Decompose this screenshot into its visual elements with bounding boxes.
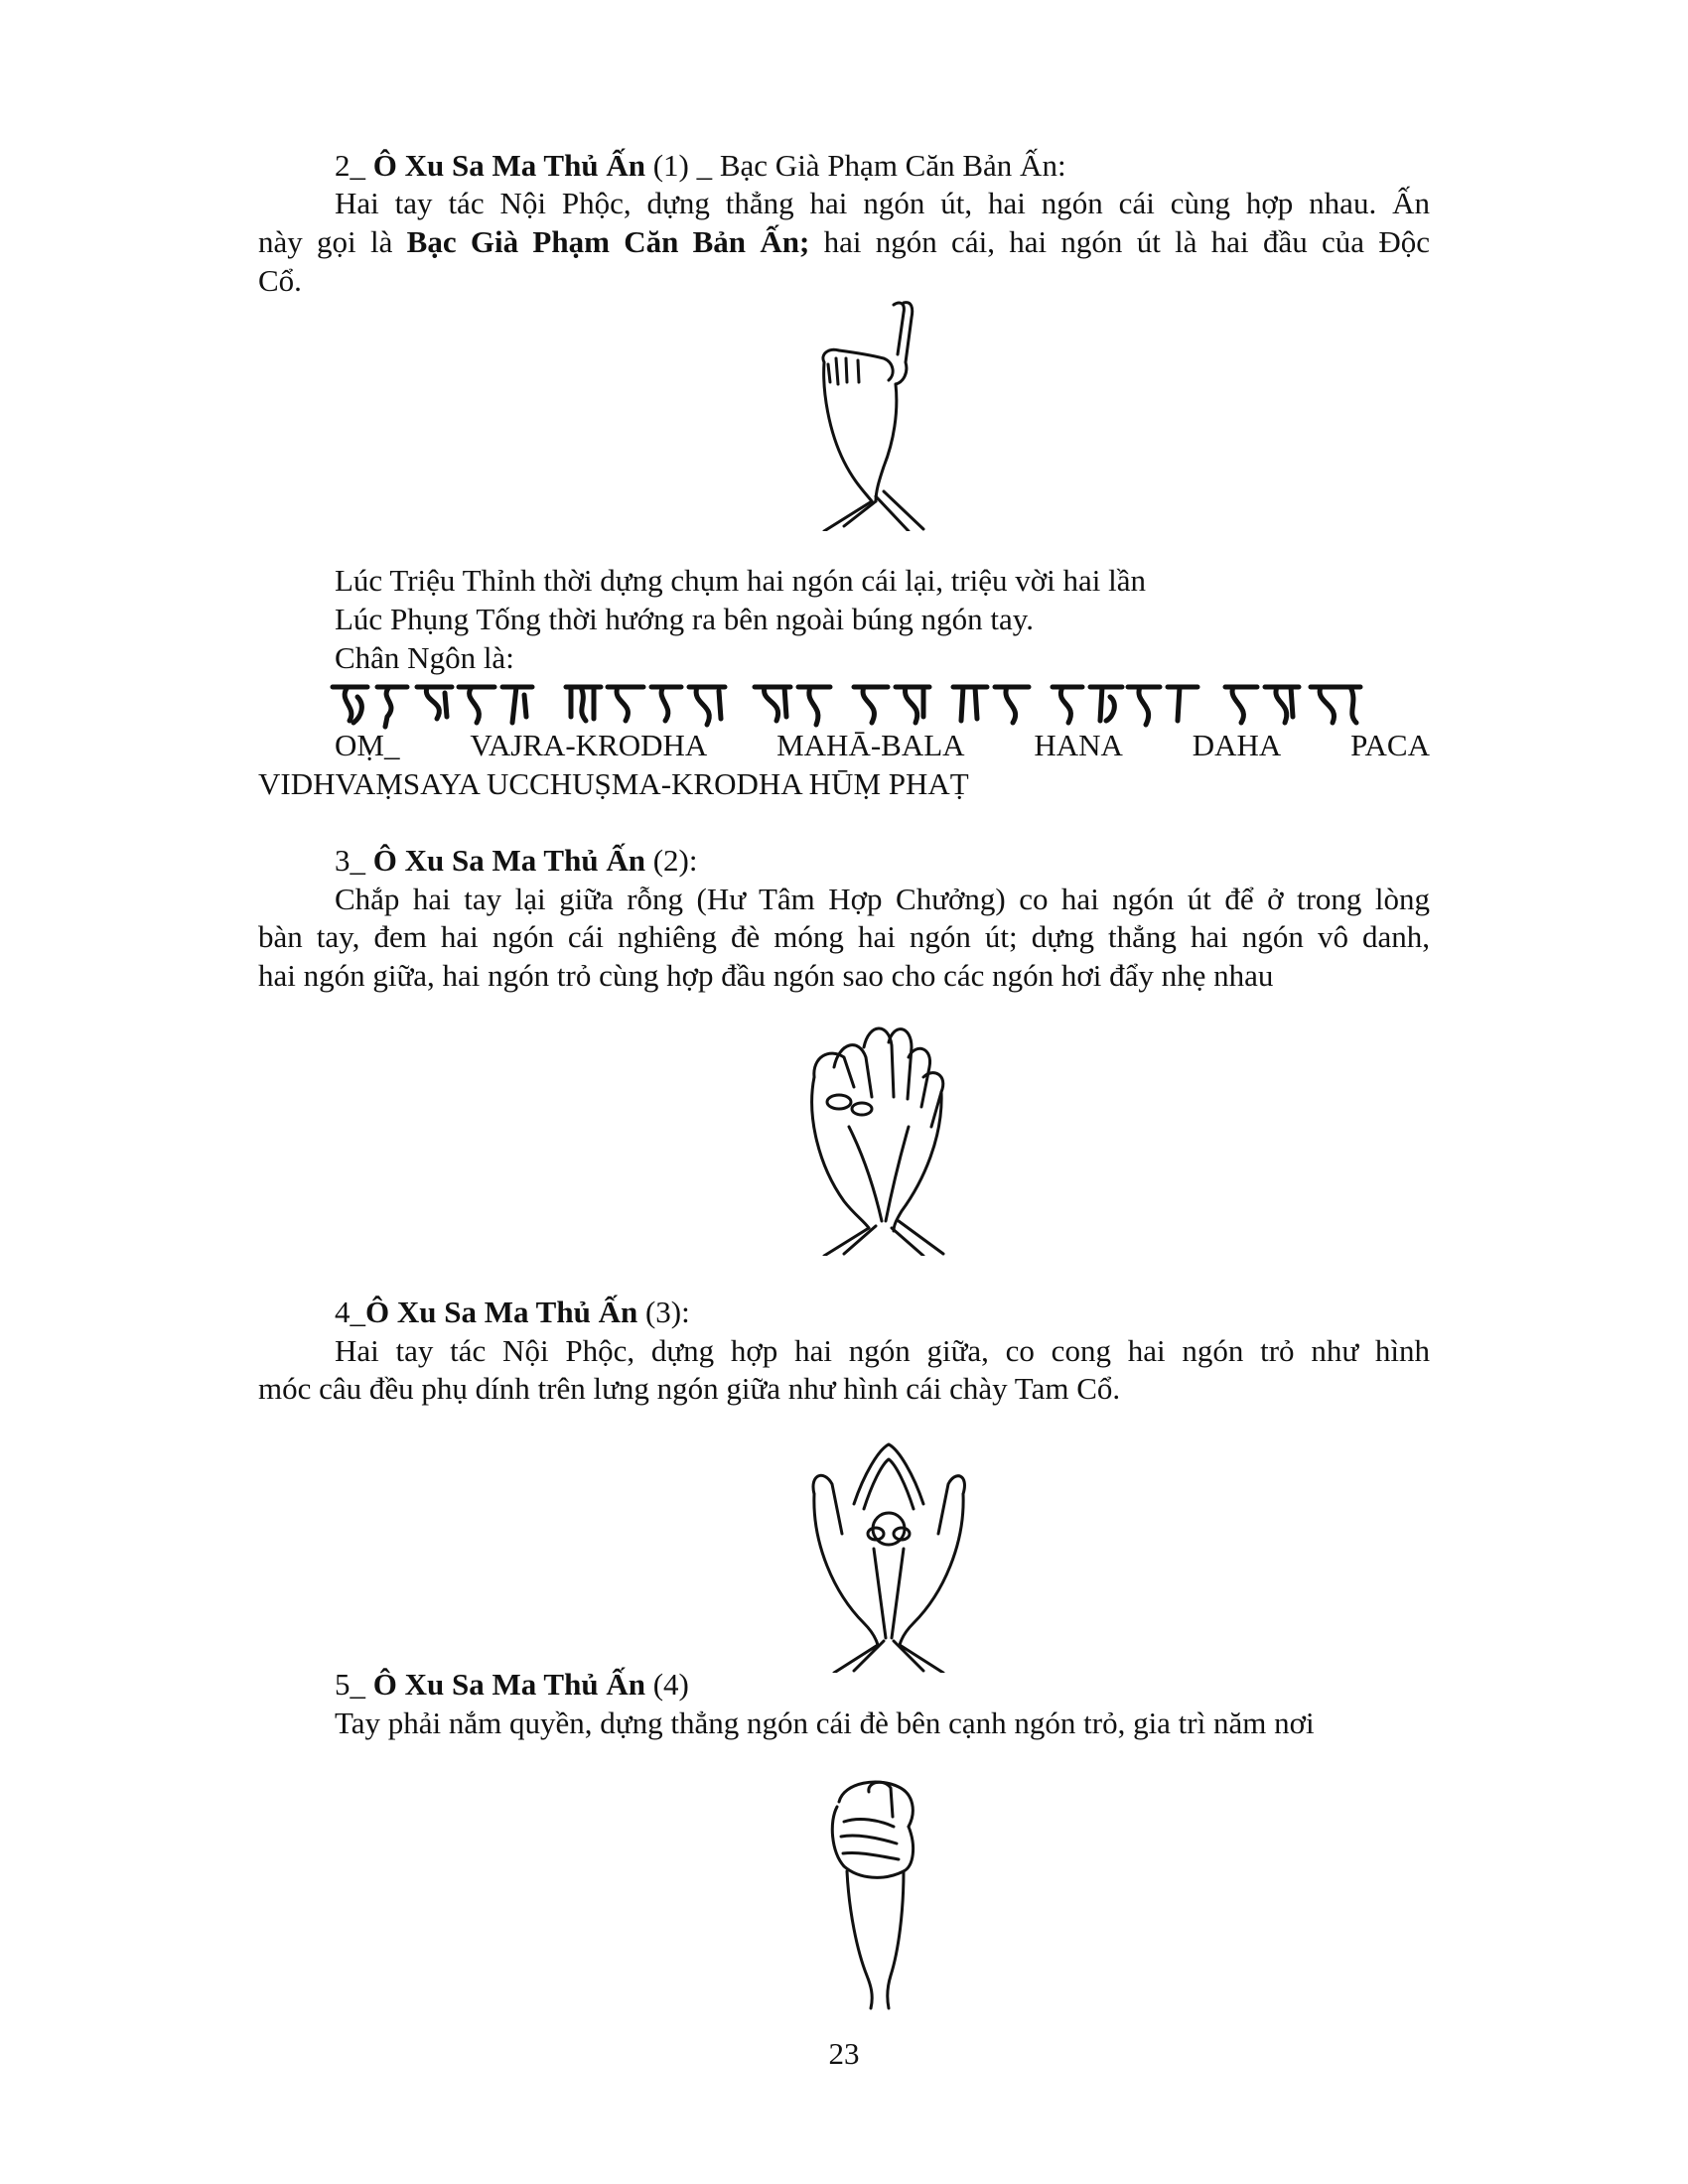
sec2-mantra-label: Chân Ngôn là:	[335, 640, 514, 675]
sec5-heading: 5_ Ô Xu Sa Ma Thủ Ấn (4)	[335, 1667, 689, 1702]
sec2-desc-line1: Hai tay tác Nội Phộc, dựng thẳng hai ngón út, hai ngón cái cùng hợp nhau. Ấn	[335, 186, 1430, 220]
page-number: 23	[828, 2036, 860, 2071]
mudra-illustration-4	[809, 1772, 938, 2010]
sec3-desc-line1: Chắp hai tay lại giữa rỗng (Hư Tâm Hợp Chưởng) co hai ngón út để ở trong lòng	[335, 882, 1430, 916]
sec4-desc-line2: móc câu đều phụ dính trên lưng ngón giữa như hình cái chày Tam Cổ.	[258, 1371, 1121, 1406]
sec2-heading: 2_ Ô Xu Sa Ma Thủ Ấn (1) _ Bạc Già Phạm Căn Bản Ấn:	[335, 148, 1066, 183]
sec2-title: Ô Xu Sa Ma Thủ Ấn	[372, 148, 645, 183]
mudra-illustration-1	[784, 293, 963, 531]
sec2-mantra-line1: OṂ_ VAJRA-KRODHA MAHĀ-BALA HANA DAHA PACA	[335, 728, 1430, 762]
sec3-heading: 3_ Ô Xu Sa Ma Thủ Ấn (2):	[335, 843, 698, 878]
sec2-note1: Lúc Triệu Thỉnh thời dựng chụm hai ngón cái lại, triệu vời hai lần	[335, 563, 1147, 598]
sec2-mudra-name: Bạc Già Phạm Căn Bản Ấn;	[406, 224, 810, 259]
sec3-title: Ô Xu Sa Ma Thủ Ấn	[372, 843, 645, 878]
sec3-desc-line3: hai ngón giữa, hai ngón trỏ cùng hợp đầu ngón sao cho các ngón hơi đẩy nhẹ nhau	[258, 958, 1274, 993]
mudra-illustration-3	[794, 1434, 983, 1673]
sec3-desc-line2: bàn tay, đem hai ngón cái nghiêng đè móng hai ngón út; dựng thẳng hai ngón vô danh,	[258, 919, 1430, 954]
sec5-desc-line1: Tay phải nắm quyền, dựng thẳng ngón cái đè bên cạnh ngón trỏ, gia trì năm nơi	[335, 1706, 1315, 1740]
sec2-mantra-line2: VIDHVAṂSAYA UCCHUṢMA-KRODHA HŪṂ PHAṬ	[258, 766, 969, 801]
sec2-desc-line2: này gọi là Bạc Già Phạm Căn Bản Ấn; hai ngón cái, hai ngón út là hai đầu của Độc	[258, 224, 1430, 259]
sec2-desc-line3: Cổ.	[258, 263, 302, 298]
sec2-note2: Lúc Phụng Tống thời hướng ra bên ngoài búng ngón tay.	[335, 602, 1034, 636]
siddham-mantra-script	[328, 673, 1370, 731]
sec4-desc-line1: Hai tay tác Nội Phộc, dựng hợp hai ngón giữa, co cong hai ngón trỏ như hình	[335, 1333, 1430, 1368]
mudra-illustration-2	[784, 1018, 983, 1256]
sec4-heading: 4_Ô Xu Sa Ma Thủ Ấn (3):	[335, 1295, 690, 1329]
sec4-title: Ô Xu Sa Ma Thủ Ấn	[365, 1295, 638, 1329]
sec5-title: Ô Xu Sa Ma Thủ Ấn	[372, 1667, 645, 1702]
